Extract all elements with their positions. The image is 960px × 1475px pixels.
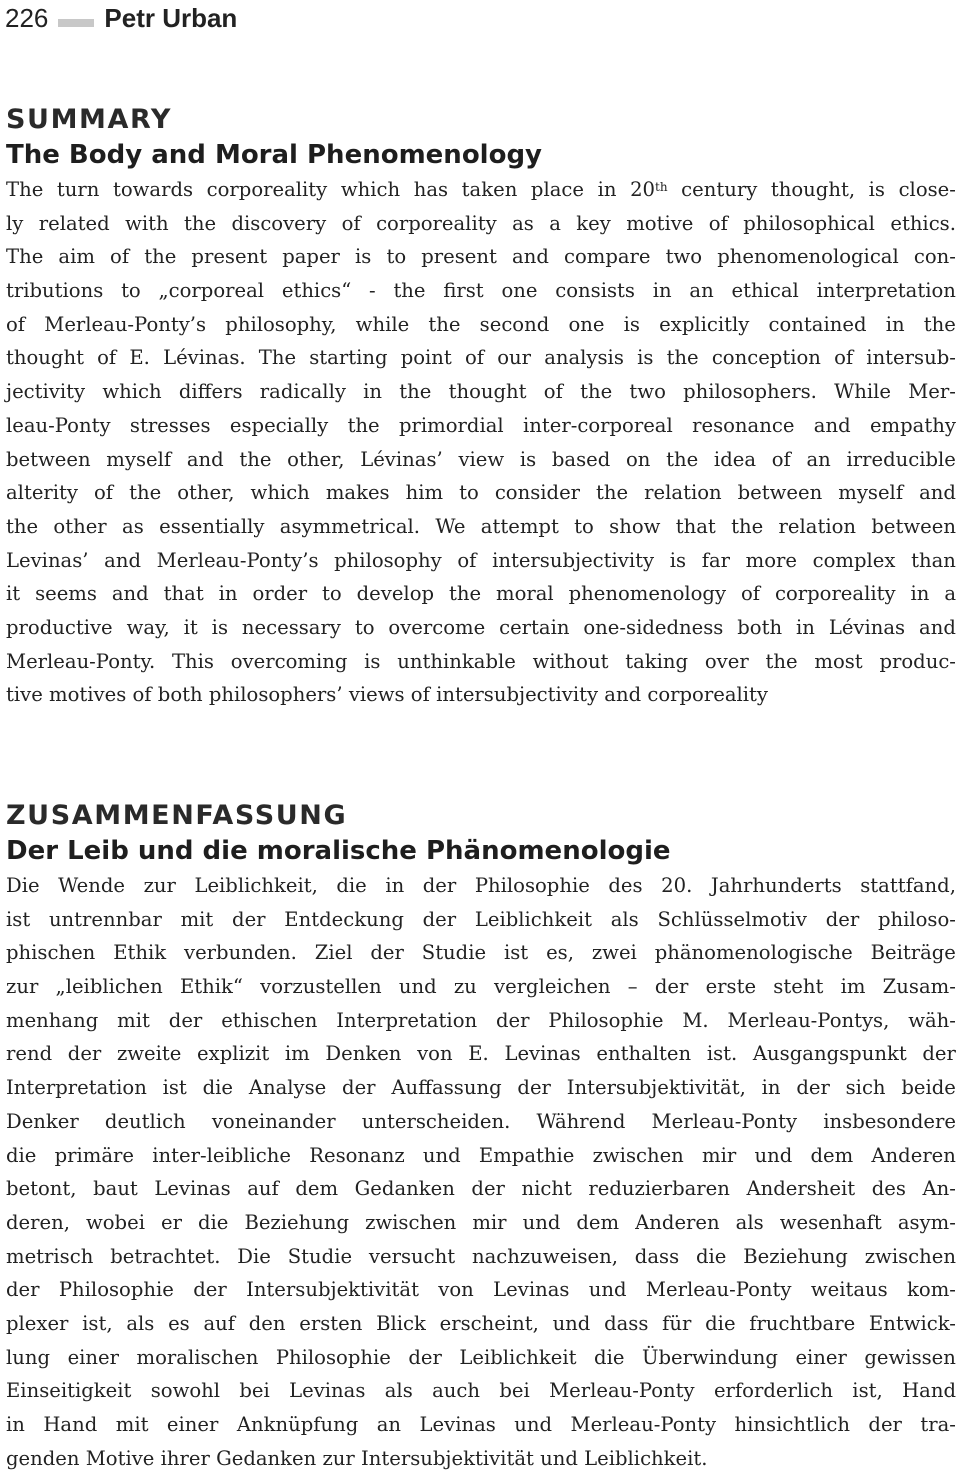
zusammenfassung-line: der Philosophie der Intersubjektivität von Levinas und Merleau-Ponty weitaus kom- [6,1278,956,1302]
zusammenfassung-line: plexer ist, als es auf den ersten Blick erscheint, und dass für die fruchtbare Entwick- [6,1311,956,1335]
page-number: 226 [5,2,49,33]
summary-section [6,104,956,712]
summary-line: ly related with the discovery of corporeality as a key motive of philosophical ethics. [6,211,956,235]
summary-line: alterity of the other, which makes him to consider the relation between myself and [6,481,956,505]
zusammenfassung-line: metrisch betrachtet. Die Studie versucht nachzuweisen, dass die Beziehung zwischen [6,1244,956,1268]
summary-paragraph [6,173,956,712]
summary-line: leau-Ponty stresses especially the primordial inter-corporeal resonance and empathy [6,413,956,437]
summary-line: tive motives of both philosophers’ views of intersubjectivity and corporeality [6,683,768,707]
summary-line: Levinas’ and Merleau-Ponty’s philosophy of intersubjectivity is far more complex than [6,548,956,572]
zusammenfassung-paragraph [6,869,956,1475]
zusammenfassung-line: Die Wende zur Leiblichkeit, die in der Philosophie des 20. Jahrhunderts stattfand, [6,874,956,897]
zusammenfassung-line: rend der zweite explizit im Denken von E. Levinas enthalten ist. Ausgangspunkt der [6,1042,956,1066]
zusammenfassung-section [6,800,956,1475]
summary-line: tributions to „corporeal ethics“ - the first one consists in an ethical interpretation [6,279,956,303]
running-head-author: Petr Urban [104,2,238,33]
summary-title: The Body and Moral Phenomenology [6,140,543,170]
summary-heading: SUMMARY [6,104,173,135]
zusammenfassung-line: genden Motive ihrer Gedanken zur Intersubjektivität und Leiblichkeit. [6,1446,708,1470]
summary-line: jectivity which differs radically in the thought of the two philosophers. While Mer- [6,380,956,404]
summary-line: between myself and the other, Lévinas’ view is based on the idea of an irreducible [6,447,956,471]
zusammenfassung-line: zur „leiblichen Ethik“ vorzustellen und zu vergleichen – der erste steht im Zusam- [6,975,956,999]
zusammenfassung-line: die primäre inter-leibliche Resonanz und Empathie zwischen mir und dem Anderen [6,1143,956,1167]
zusammenfassung-title: Der Leib und die moralische Phänomenologie [6,836,671,866]
zusammenfassung-heading: ZUSAMMENFASSUNG [6,800,348,831]
summary-line: productive way, it is necessary to overcome certain one-sidedness both in Lévinas and [6,615,956,639]
header-divider [58,19,94,27]
zusammenfassung-line: lung einer moralischen Philosophie der Leiblichkeit die Überwindung einer gewissen [6,1345,956,1369]
zusammenfassung-line: Einseitigkeit sowohl bei Levinas als auch bei Merleau-Ponty erforderlich ist, Hand [6,1379,956,1403]
zusammenfassung-line: in Hand mit einer Anknüpfung an Levinas und Merleau-Ponty hinsichtlich der tra- [6,1413,956,1436]
summary-line: of Merleau-Ponty’s philosophy, while the second one is explicitly contained in the [6,312,956,336]
zusammenfassung-line: Denker deutlich voneinander unterscheiden. Während Merleau-Ponty insbesondere [6,1109,956,1133]
zusammenfassung-line: Interpretation ist die Analyse der Auffassung der Intersubjektivität, in der sich beide [6,1076,956,1100]
summary-line: the other as essentially asymmetrical. We attempt to show that the relation between [6,514,956,538]
summary-line: Merleau-Ponty. This overcoming is unthinkable without taking over the most produc- [6,649,956,673]
superscript: th [655,180,668,194]
zusammenfassung-line: betont, baut Levinas auf dem Gedanken der nicht reduzierbaren Andersheit des An- [6,1177,956,1201]
summary-line: The aim of the present paper is to present and compare two phenomenological con- [6,245,956,269]
summary-line: it seems and that in order to develop the moral phenomenology of corporeality in a [6,582,956,606]
summary-line: thought of E. Lévinas. The starting point of our analysis is the conception of intersub- [6,346,956,370]
summary-line: The turn towards corporeality which has taken place in 20th century thought, is close- [6,178,956,201]
zusammenfassung-line: deren, wobei er die Beziehung zwischen mir und dem Anderen als wesenhaft asym- [6,1210,956,1234]
zusammenfassung-line: ist untrennbar mit der Entdeckung der Leiblichkeit als Schlüsselmotiv der philoso- [6,907,956,931]
zusammenfassung-line: menhang mit der ethischen Interpretation der Philosophie M. Merleau-Pontys, wäh- [6,1008,956,1032]
page-header [5,0,237,36]
zusammenfassung-line: phischen Ethik verbunden. Ziel der Studie ist es, zwei phänomenologische Beiträge [6,941,956,965]
